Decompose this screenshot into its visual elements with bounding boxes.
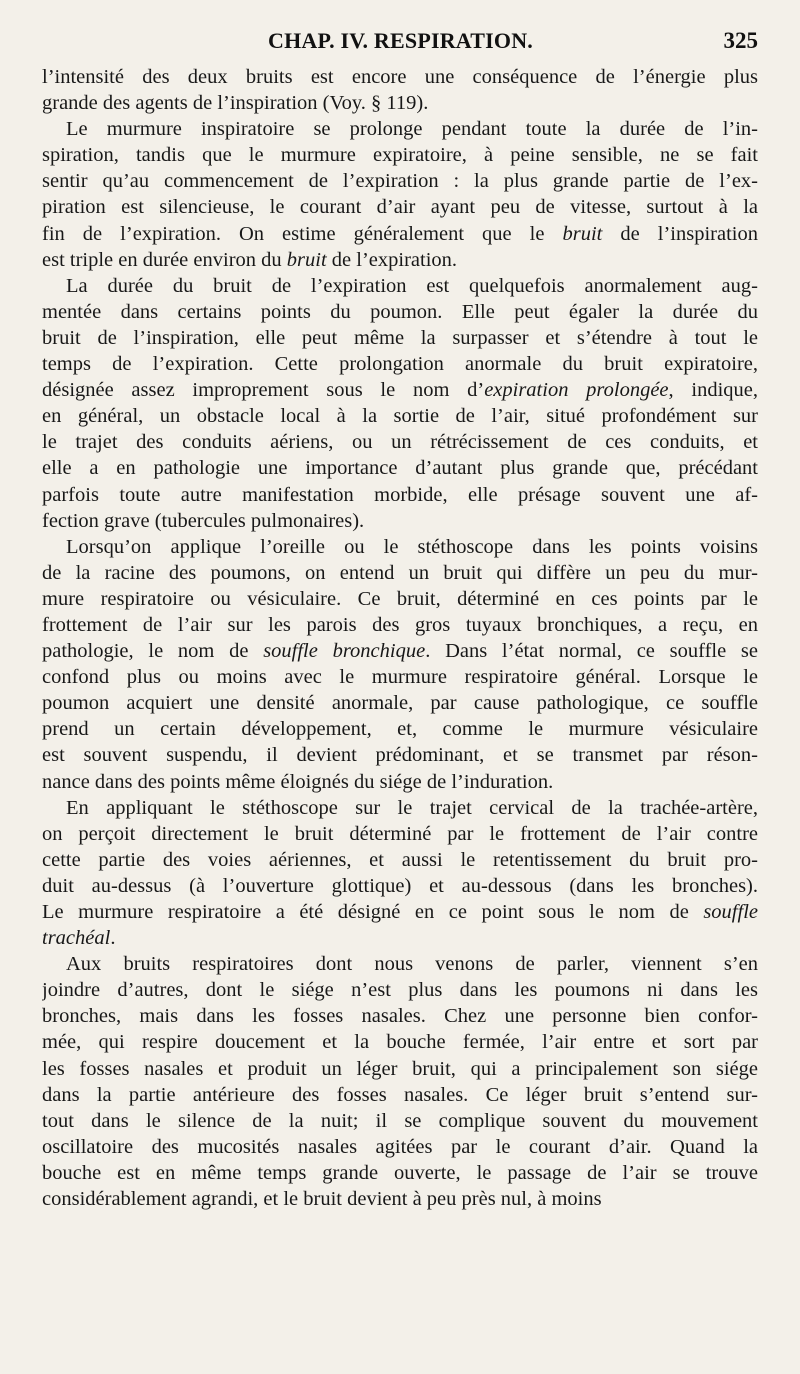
text-segment: considérablement agrandi, et le bruit devient à peu près nul, à moins	[42, 1188, 602, 1211]
text-line	[42, 325, 758, 351]
text-line	[42, 534, 758, 560]
text-segment: le trajet des conduits aériens, ou un rétrécissement de ces conduits, et	[42, 431, 758, 454]
italic-term: bruit	[286, 248, 327, 271]
text-segment: Aux bruits respiratoires dont nous venons de parler, viennent s’en	[66, 953, 758, 976]
text-line	[42, 638, 758, 664]
text-segment: l’intensité des deux bruits est encore une conséquence de l’énergie plus	[42, 66, 758, 88]
text-segment: En appliquant le stéthoscope sur le trajet cervical de la trachée-artère,	[66, 796, 758, 819]
text-line	[42, 821, 758, 847]
text-line	[42, 247, 758, 273]
italic-term: souffle bronchique	[263, 640, 426, 663]
text-line	[42, 142, 758, 168]
text-line	[42, 273, 758, 299]
text-segment: dans la partie antérieure des fosses nasales. Ce léger bruit s’entend sur-	[42, 1083, 758, 1106]
text-line	[42, 455, 758, 481]
text-segment: est souvent suspendu, il devient prédominant, et se transmet par réson-	[42, 744, 758, 767]
text-segment: bouche est en même temps grande ouverte, le passage de l’air se trouve	[42, 1161, 758, 1184]
text-segment: , indique,	[668, 379, 758, 402]
text-line	[42, 1003, 758, 1029]
text-line	[42, 1029, 758, 1055]
text-segment: La durée du bruit de l’expiration est quelquefois anormalement aug-	[66, 274, 758, 297]
text-segment: de la racine des poumons, on entend un bruit qui diffère un peu du mur-	[42, 561, 758, 584]
text-line	[42, 873, 758, 899]
text-segment: bruit de l’inspiration, elle peut même la surpasser et s’étendre à tout le	[42, 326, 758, 349]
text-line	[42, 1108, 758, 1134]
text-line	[42, 90, 758, 116]
text-segment: temps de l’expiration. Cette prolongation anormale du bruit expiratoire,	[42, 353, 758, 376]
text-line	[42, 116, 758, 142]
text-line	[42, 899, 758, 925]
text-segment: confond plus ou moins avec le murmure respiratoire général. Lorsque le	[42, 666, 758, 689]
text-segment: de l’expiration.	[326, 248, 458, 271]
text-segment: elle a en pathologie une importance d’autant plus grande que, précédant	[42, 457, 758, 480]
chapter-running-title: CHAP. IV. RESPIRATION.	[268, 28, 533, 53]
text-segment: oscillatoire des mucosités nasales agitées par le courant d’air. Quand la	[42, 1135, 758, 1158]
text-segment: Le murmure inspiratoire se prolonge pendant toute la durée de l’in-	[66, 118, 758, 141]
text-segment: mure respiratoire ou vésiculaire. Ce bruit, déterminé en ces points par le	[42, 587, 758, 610]
text-segment: mée, qui respire doucement et la bouche fermée, l’air entre et sort par	[42, 1031, 758, 1054]
text-line	[42, 194, 758, 220]
text-segment: nance dans des points même éloignés du siége de l’induration.	[42, 770, 554, 793]
text-segment: prend un certain développement, et, comme le murmure vésiculaire	[42, 718, 758, 741]
text-segment: .	[110, 927, 116, 950]
text-line	[42, 299, 758, 325]
running-head	[0, 28, 800, 58]
paragraph	[42, 273, 758, 534]
text-segment: joindre d’autres, dont le siége n’est plus dans les poumons ni dans les	[42, 979, 758, 1002]
text-segment: on perçoit directement le bruit déterminé par le frottement de l’air contre	[42, 822, 758, 845]
text-line	[42, 586, 758, 612]
italic-term: bruit	[562, 222, 603, 245]
paragraph	[42, 116, 758, 273]
text-line	[42, 1186, 758, 1212]
text-segment: mentée dans certains points du poumon. Elle peut égaler la durée du	[42, 300, 758, 323]
text-segment: de l’inspiration	[602, 222, 758, 245]
paragraph	[42, 534, 758, 795]
text-line	[42, 690, 758, 716]
text-line	[42, 1160, 758, 1186]
text-line	[42, 560, 758, 586]
text-segment: . Dans l’état normal, ce souffle se	[425, 640, 758, 663]
text-line	[42, 742, 758, 768]
text-line	[42, 951, 758, 977]
text-segment: fin de l’expiration. On estime généralement que le	[42, 222, 563, 245]
text-segment: Lorsqu’on applique l’oreille ou le stéthoscope dans les points voisins	[66, 535, 758, 558]
text-segment: bronches, mais dans les fosses nasales. Chez une personne bien confor-	[42, 1005, 758, 1028]
paragraph	[42, 795, 758, 952]
text-line	[42, 716, 758, 742]
text-segment: grande des agents de l’inspiration (Voy. § 119).	[42, 92, 429, 115]
text-line	[42, 403, 758, 429]
italic-term: souffle	[703, 901, 758, 923]
text-line	[42, 1056, 758, 1082]
text-segment: tout dans le silence de la nuit; il se complique souvent du mouvement	[42, 1109, 758, 1132]
text-line	[42, 508, 758, 534]
text-segment: parfois toute autre manifestation morbide, elle présage souvent une af-	[42, 483, 758, 506]
text-line	[42, 847, 758, 873]
text-segment: pathologie, le nom de	[42, 640, 264, 663]
text-segment: cette partie des voies aériennes, et aussi le retentissement du bruit pro-	[42, 848, 758, 871]
paragraph	[42, 64, 758, 116]
text-line	[42, 795, 758, 821]
text-segment: piration est silencieuse, le courant d’air ayant peu de vitesse, surtout à la	[42, 196, 758, 219]
text-line	[42, 482, 758, 508]
text-segment: spiration, tandis que le murmure expiratoire, à peine sensible, ne se fait	[42, 144, 758, 167]
text-line	[42, 769, 758, 795]
text-segment: est triple en durée environ du	[42, 248, 287, 271]
text-line	[42, 612, 758, 638]
text-line	[42, 1082, 758, 1108]
text-line	[42, 664, 758, 690]
body-text	[42, 64, 758, 1212]
paragraph	[42, 951, 758, 1212]
text-segment: les fosses nasales et produit un léger bruit, qui a principalement son siége	[42, 1057, 758, 1080]
text-segment: poumon acquiert une densité anormale, par cause pathologique, ce souffle	[42, 692, 758, 715]
text-line	[42, 64, 758, 90]
italic-term: expiration prolongée	[484, 379, 669, 402]
text-segment: en général, un obstacle local à la sortie de l’air, situé profondément sur	[42, 405, 758, 428]
text-line	[42, 977, 758, 1003]
text-line	[42, 221, 758, 247]
text-line	[42, 168, 758, 194]
text-line	[42, 377, 758, 403]
page-number: 325	[723, 28, 758, 53]
text-line	[42, 1134, 758, 1160]
text-segment: sentir qu’au commencement de l’expiration : la plus grande partie de l’ex-	[42, 170, 758, 193]
italic-term: trachéal	[42, 927, 111, 950]
text-segment: désignée assez improprement sous le nom d’	[42, 379, 485, 402]
text-line	[42, 429, 758, 455]
text-segment: frottement de l’air sur les parois des gros tuyaux bronchiques, a reçu, en	[42, 613, 758, 636]
text-segment: Le murmure respiratoire a été désigné en ce point sous le nom de	[42, 901, 704, 923]
text-segment: duit au-dessus (à l’ouverture glottique) et au-dessous (dans les bronches).	[42, 874, 758, 897]
text-segment: fection grave (tubercules pulmonaires).	[42, 509, 365, 532]
text-line	[42, 925, 758, 951]
text-line	[42, 351, 758, 377]
